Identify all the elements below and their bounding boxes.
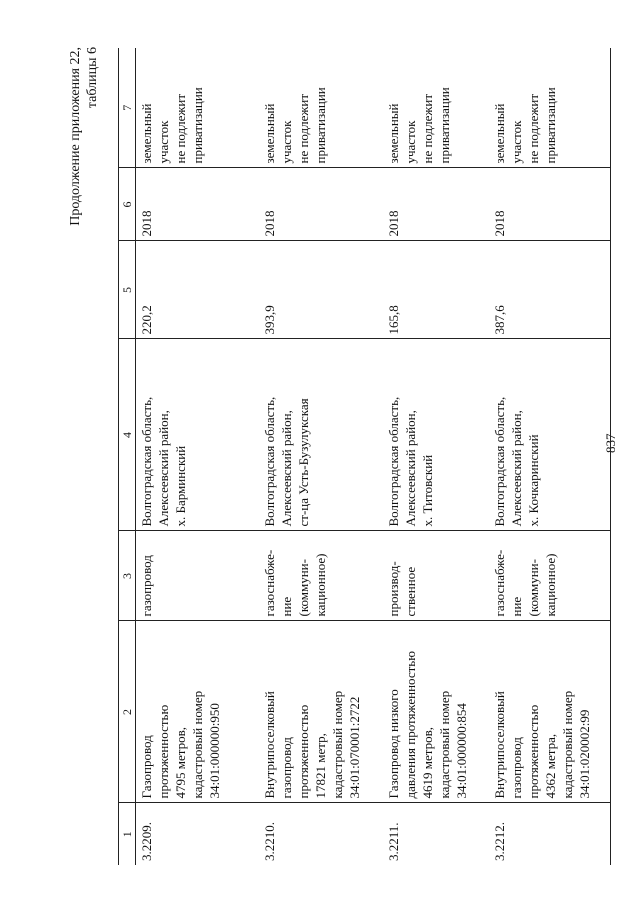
column-header-4: 4 [119, 339, 136, 531]
object-description: Газопровод протяженностью 4795 метров, кадастровый номер 34:01:000000:950 [136, 621, 259, 803]
object-address: Волгоградская область, Алексеевский район, х. Титовский [383, 339, 489, 531]
object-purpose: газоснабже- ние (коммуни- кационное) [489, 531, 611, 621]
object-description: Внутрипоселковый газопровод протяженностью 17821 метр, кадастровый номер 34:01:070001:2722 [259, 621, 383, 803]
object-note: земельный участок не подлежит приватизации [259, 48, 383, 168]
object-purpose: газопровод [136, 531, 259, 621]
object-note: земельный участок не подлежит приватизации [136, 48, 259, 168]
table-row [259, 48, 383, 865]
object-year: 2018 [136, 168, 259, 241]
object-value: 220,2 [136, 241, 259, 339]
table-row [383, 48, 489, 865]
row-number: 3.2211. [383, 803, 489, 865]
object-address: Волгоградская область, Алексеевский район, х. Барминский [136, 339, 259, 531]
page-number: 837 [603, 433, 618, 453]
object-address: Волгоградская область, Алексеевский район, х. Кочкаринский [489, 339, 611, 531]
object-value: 393,9 [259, 241, 383, 339]
object-value: 165,8 [383, 241, 489, 339]
object-note: земельный участок не подлежит приватизации [383, 48, 489, 168]
column-header-6: 6 [119, 168, 136, 241]
object-description: Газопровод низкого давления протяженностью 4619 метров, кадастровый номер 34:01:000000:854 [383, 621, 489, 803]
column-header-2: 2 [119, 621, 136, 803]
property-table [118, 48, 611, 865]
column-header-3: 3 [119, 531, 136, 621]
object-purpose: газоснабже- ние (коммуни- кационное) [259, 531, 383, 621]
column-header-5: 5 [119, 241, 136, 339]
row-number: 3.2209. [136, 803, 259, 865]
row-number: 3.2212. [489, 803, 611, 865]
row-number: 3.2210. [259, 803, 383, 865]
object-value: 387,6 [489, 241, 611, 339]
object-year: 2018 [383, 168, 489, 241]
header-row [119, 48, 136, 865]
object-year: 2018 [489, 168, 611, 241]
object-description: Внутрипоселковый газопровод протяженностью 4362 метра, кадастровый номер 34:01:020002:99 [489, 621, 611, 803]
table-row [489, 48, 611, 865]
object-note: земельный участок не подлежит приватизации [489, 48, 611, 168]
object-address: Волгоградская область, Алексеевский район, ст-ца Усть-Бузулукская [259, 339, 383, 531]
caption-line-2: таблицы 6 [85, 47, 100, 109]
table-caption [67, 47, 101, 226]
caption-line-1: Продолжение приложения 22, [68, 47, 83, 226]
object-year: 2018 [259, 168, 383, 241]
object-purpose: производ- ственное [383, 531, 489, 621]
column-header-7: 7 [119, 48, 136, 168]
column-header-1: 1 [119, 803, 136, 865]
table-row [136, 48, 259, 865]
